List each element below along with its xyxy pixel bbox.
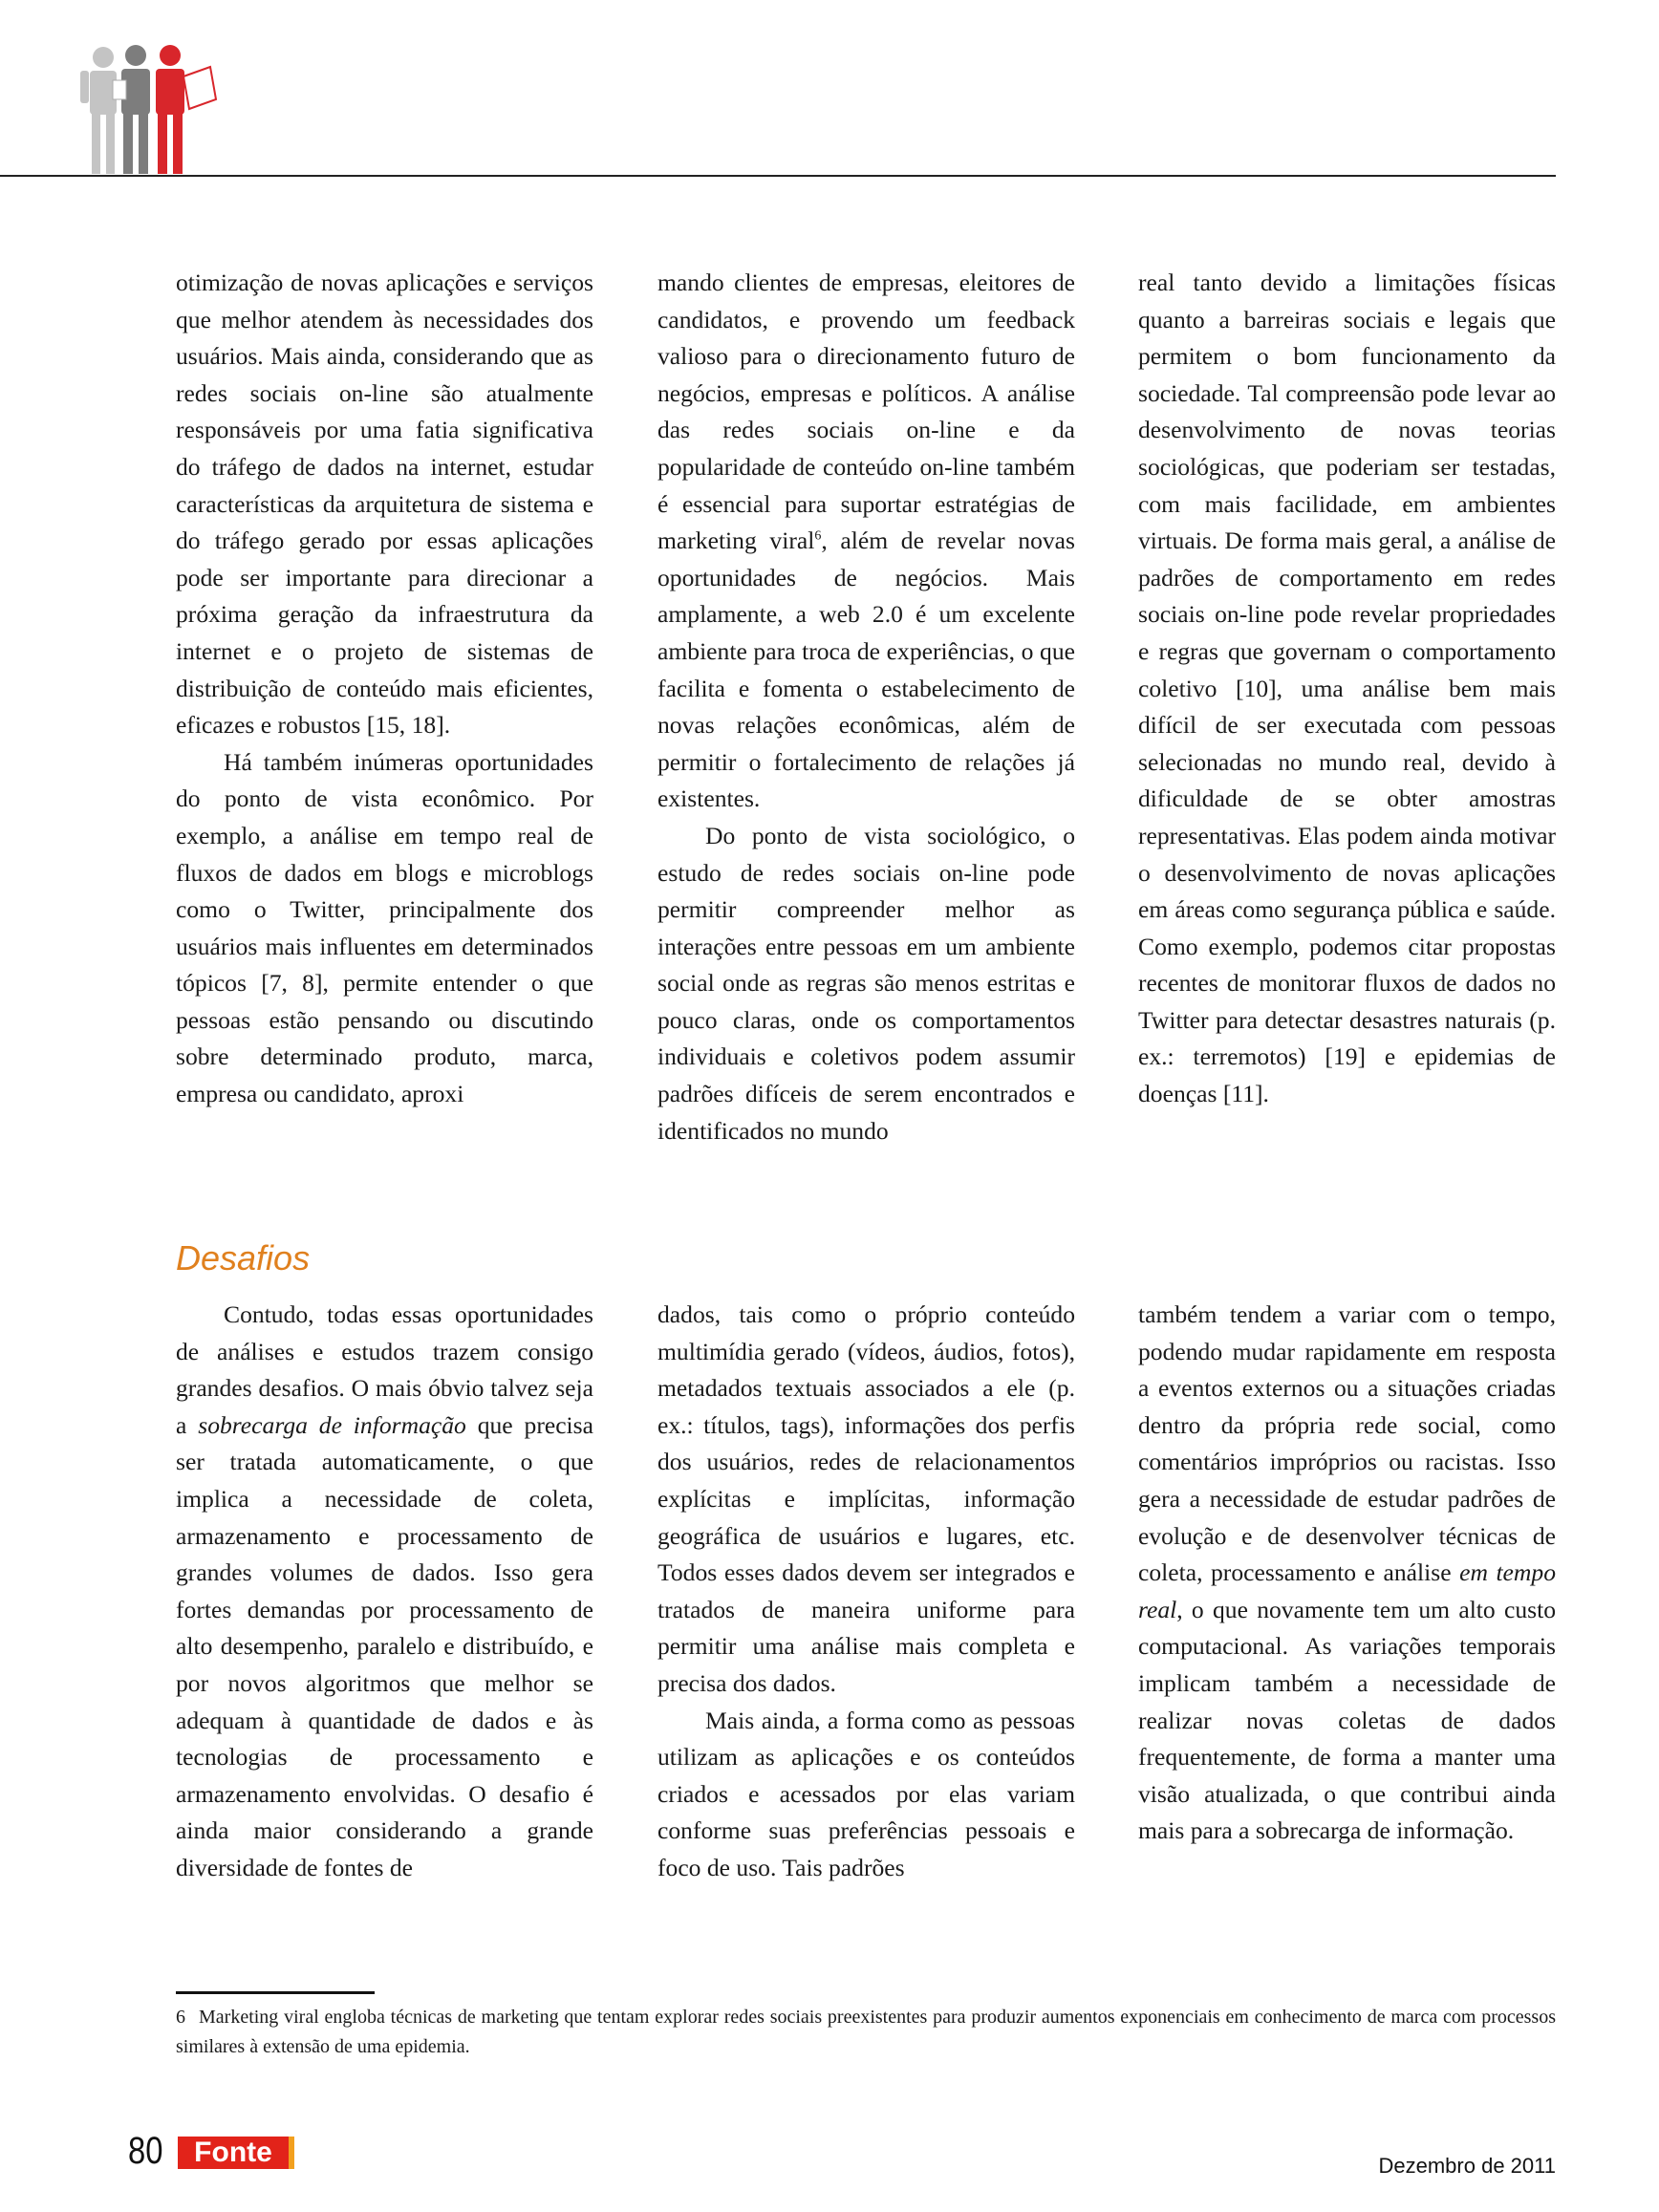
paragraph-text: também tendem a variar com o tempo, podendo mudar rapidamente em resposta a eventos externos ou a situações criadas dentro da própria rede social, como comentários impróprios ou racistas. Isso gera a necessidade de estudar padrões de evolução e de desenvolver técnicas de coleta, processamento e análise [1138, 1300, 1556, 1587]
brand-logo-accent [289, 2137, 294, 2169]
paragraph [657, 265, 1075, 818]
footnote [176, 2003, 1556, 2062]
column-top-2 [657, 265, 1075, 1149]
emphasis: em tempo real [1138, 1558, 1556, 1623]
paragraph-text: mando clientes de empresas, eleitores de candidatos, e provendo um feedback valioso para o direcionamento futuro de negócios, empresas e políticos. A análise das redes sociais on-line e da popularidade de conteúdo on-line também é essencial para suportar estratégias de marketing viral [657, 268, 1075, 555]
footnote-ref: 6 [814, 528, 822, 544]
paragraph: otimização de novas aplicações e serviços que melhor atendem às necessidades dos usuários. Mais ainda, considerando que as redes sociais on-line são atualmente responsáveis por uma fatia significativa do tráfego de dados na internet, estudar características da arquitetura de sistema e do tráfego gerado por essas aplicações pode ser importante para direcionar a próxima geração da infraestrutura da internet e o projeto de sistemas de distribuição de conteúdo mais eficientes, eficazes e robustos [15, 18]. [176, 268, 593, 740]
section-heading: Desafios [176, 1238, 311, 1278]
column-bottom-2 [657, 1297, 1075, 1887]
paragraph-text: Contudo, todas essas oportunidades de análises e estudos trazem consigo grandes desafios. O mais óbvio talvez seja a [176, 1300, 593, 1439]
footnote-rule [176, 1991, 375, 1994]
paragraph: dados, tais como o próprio conteúdo multimídia gerado (vídeos, áudios, fotos), metadados textuais associados a ele (p. ex.: títulos, tags), informações dos perfis dos usuários, redes de relacionamentos explícitas e implícitas, informação geográfica de usuários e lugares, etc. Todos esses dados devem ser integrados e tratados de maneira uniforme para permitir uma análise mais completa e precisa dos dados. [657, 1300, 1075, 1697]
paragraph: real tanto devido a limitações físicas quanto a barreiras sociais e legais que permitem o bom funcionamento da sociedade. Tal compreensão pode levar ao desenvolvimento de novas teorias sociológicas, que poderiam ser testadas, com mais facilidade, em ambientes virtuais. De forma mais geral, a análise de padrões de comportamento em redes sociais on-line pode revelar propriedades e regras que governam o comportamento coletivo [10], uma análise bem mais difícil de ser executada com pessoas selecionadas no mundo real, devido à dificuldade de se obter amostras representativas. Elas podem ainda motivar o desenvolvimento de novas aplicações em áreas como segurança pública e saúde. Como exemplo, podemos citar propostas recentes de monitorar fluxos de dados no Twitter para detectar desastres naturais (p. ex.: terremotos) [19] e epidemias de doenças [11]. [1138, 268, 1556, 1108]
paragraph: Do ponto de vista sociológico, o estudo de redes sociais on-line pode permitir compreender melhor as interações entre pessoas em um ambiente social onde as regras são menos estritas e pouco claras, onde os comportamentos individuais e coletivos podem assumir padrões difíceis de serem encontrados e identificados no mundo [657, 821, 1075, 1145]
paragraph: Há também inúmeras oportunidades do ponto de vista econômico. Por exemplo, a análise em tempo real de fluxos de dados em blogs e microblogs como o Twitter, principalmente dos usuários mais influentes em determinados tópicos [7, 8], permite entender o que pessoas estão pensando ou discutindo sobre determinado produto, marca, empresa ou candidato, aproxi [176, 747, 593, 1108]
paragraph-text: que precisa ser tratada automaticamente, o que implica a necessidade de coleta, armazenamento e processamento de grandes volumes de dados. Isso gera fortes demandas por processamento de alto desempenho, paralelo e distribuído, e por novos algoritmos que melhor se adequam à quantidade de dados e às tecnologias de processamento e armazenamento envolvidas. O desafio é ainda maior considerando a grande diversidade de fontes de [176, 1410, 593, 1881]
column-bottom-3 [1138, 1297, 1556, 1850]
page-number: 80 [128, 2130, 163, 2172]
paragraph [176, 1297, 593, 1887]
header-rule [0, 175, 1556, 177]
brand-logo: Fonte [178, 2137, 289, 2169]
column-top-1 [176, 265, 593, 1113]
column-bottom-1 [176, 1297, 593, 1887]
column-top-3 [1138, 265, 1556, 1113]
three-people-figures-icon [76, 42, 220, 176]
paragraph: Mais ainda, a forma como as pessoas utilizam as aplicações e os conteúdos criados e acessados por elas variam conforme suas preferências pessoais e foco de uso. Tais padrões [657, 1706, 1075, 1881]
footnote-text: Marketing viral engloba técnicas de marketing que tentam explorar redes sociais preexistentes para produzir aumentos exponenciais em conhecimento de marca com processos similares à extensão de uma epidemia. [176, 2007, 1556, 2057]
paragraph-text: , o que novamente tem um alto custo computacional. As variações temporais implicam também a necessidade de realizar novas coletas de dados frequentemente, de forma a manter uma visão atualizada, o que contribui ainda mais para a sobrecarga de informação. [1138, 1595, 1556, 1845]
emphasis: sobrecarga de informação [198, 1410, 466, 1439]
paragraph [1138, 1297, 1556, 1850]
footnote-number: 6 [176, 2007, 185, 2028]
issue-date: Dezembro de 2011 [1378, 2154, 1556, 2178]
paragraph-text: , além de revelar novas oportunidades de negócios. Mais amplamente, a web 2.0 é um excelente ambiente para troca de experiências, o que facilita e fomenta o estabelecimento de novas relações econômicas, além de permitir o fortalecimento de relações já existentes. [657, 526, 1075, 813]
